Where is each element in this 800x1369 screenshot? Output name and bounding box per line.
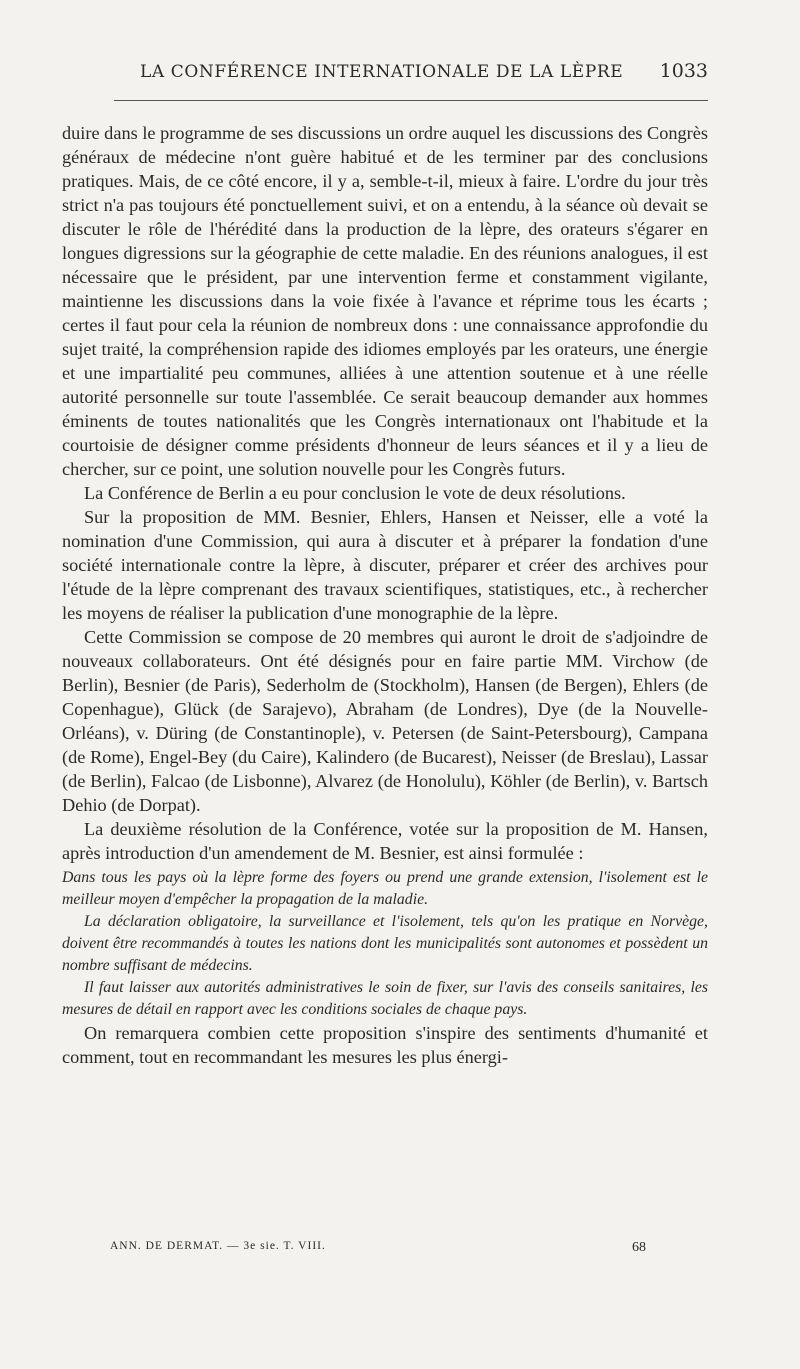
paragraph: Sur la proposition de MM. Besnier, Ehlers, Hansen et Neisser, elle a voté la nomination d'une Commission, qui aura à discuter et à préparer la fondation d'une société internationale contre la lèpre, à discuter, préparer et créer des archives pour l'étude de la lèpre comprenant des travaux scientifiques, statistiques, etc., à rechercher les moyens de réaliser la publication d'une monographie de la lèpre. [62, 507, 708, 623]
resolution-quote: Il faut laisser aux autorités administratives le soin de fixer, sur l'avis des conseils sanitaires, les mesures de détail en rapport avec les conditions sociales de chaque pays. [62, 979, 708, 1018]
running-title: LA CONFÉRENCE INTERNATIONALE DE LA LÈPRE [140, 62, 624, 82]
paragraph: La Conférence de Berlin a eu pour conclusion le vote de deux résolutions. [84, 483, 626, 503]
paragraph-continued: duire dans le programme de ses discussions un ordre auquel les discussions des Congrès généraux de médecine n'ont guère habitué et de les terminer par des conclusions pratiques. Mais, de ce côté encore, il y a, semble-t-il, mieux à faire. L'ordre du jour très strict n'a pas toujours été ponctuellement suivi, et on a entendu, à la séance où devait se discuter le rôle de l'hérédité dans la production de la lèpre, des orateurs s'égarer en longues digressions sur la géographie de cette maladie. En des réunions analogues, il est nécessaire que le président, par une intervention ferme et constamment vigilante, maintienne les discussions dans la voie fixée à l'avance et réprime tous les écarts ; certes il faut pour cela la réunion de nombreux dons : une connaissance approfondie du sujet traité, la compréhension rapide des idiomes employés par les orateurs, une énergie et une impartialité peu communes, alliées à une attention soutenue et à une réelle autorité personnelle sur toute l'assemblée. Ce serait beaucoup demander aux hommes éminents de toutes nationalités que les Congrès internationaux ont l'habitude et la courtoisie de désigner comme présidents d'honneur de leurs séances et il y a lieu de chercher, sur ce point, une solution nouvelle pour les Congrès futurs. [62, 123, 708, 479]
body-text [62, 121, 708, 1069]
resolution-quote: Dans tous les pays où la lèpre forme des foyers ou prend une grande extension, l'isolement est le meilleur moyen d'empêcher la propagation de la maladie. [62, 869, 708, 908]
journal-reference: ANN. DE DERMAT. — 3e sie. T. VIII. [110, 1240, 326, 1252]
header-rule [114, 100, 708, 101]
paragraph: La deuxième résolution de la Conférence, votée sur la proposition de M. Hansen, après introduction d'un amendement de M. Besnier, est ainsi formulée : [62, 819, 708, 863]
paragraph: Cette Commission se compose de 20 membres qui auront le droit de s'adjoindre de nouveaux collaborateurs. Ont été désignés pour en faire partie MM. Virchow (de Berlin), Besnier (de Paris), Sederholm de (Stockholm), Hansen (de Bergen), Ehlers (de Copenhague), Glück (de Sarajevo), Abraham (de Londres), Dye (de la Nouvelle-Orléans), v. Düring (de Constantinople), v. Petersen (de Saint-Petersbourg), Campana (de Rome), Engel-Bey (du Caire), Kalindero (de Bucarest), Neisser (de Breslau), Lassar (de Berlin), Falcao (de Lisbonne), Alvarez (de Honolulu), Köhler (de Berlin), v. Bartsch Dehio (de Dorpat). [62, 627, 708, 815]
page [62, 60, 708, 1069]
page-footer [110, 1240, 646, 1256]
resolution-quote: La déclaration obligatoire, la surveillance et l'isolement, tels qu'on les pratique en Norvège, doivent être recommandés à toutes les nations dont les municipalités sont autonomes et possèdent un nombre suffisant de médecins. [62, 913, 708, 974]
page-number: 1033 [659, 60, 708, 82]
signature-mark: 68 [632, 1240, 646, 1255]
running-header [62, 60, 708, 90]
paragraph: On remarquera combien cette proposition s'inspire des sentiments d'humanité et comment, tout en recommandant les mesures les plus énergi- [62, 1023, 708, 1067]
